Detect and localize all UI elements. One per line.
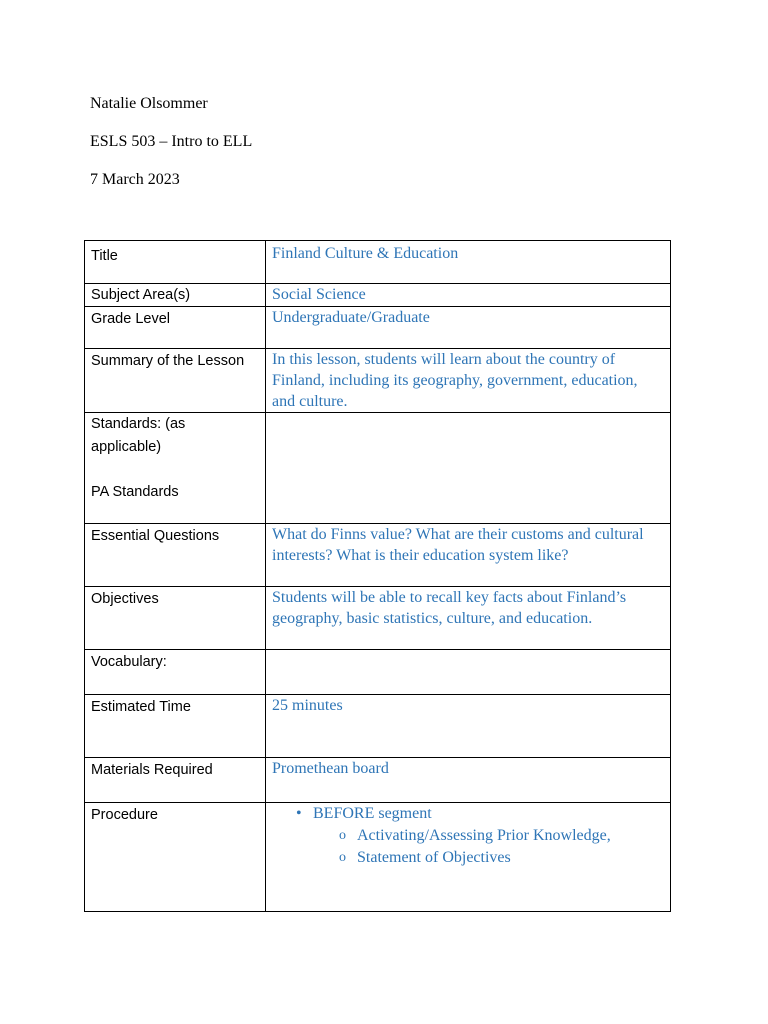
procedure-sub-item: o Activating/Assessing Prior Knowledge,: [266, 825, 670, 847]
row-label-estimated-time: Estimated Time: [85, 695, 266, 758]
table-row: [85, 758, 671, 803]
row-value-procedure: [266, 803, 671, 912]
row-label-standards: [85, 413, 266, 524]
table-row: [85, 524, 671, 587]
course-name: ESLS 503 – Intro to ELL: [90, 133, 253, 150]
table-row: [85, 307, 671, 349]
row-value-standards: [266, 413, 671, 524]
row-label-objectives: Objectives: [85, 587, 266, 650]
procedure-sub-item: o Statement of Objectives: [266, 847, 670, 869]
table-row: [85, 803, 671, 912]
row-label-title: Title: [85, 241, 266, 284]
row-value-grade: Undergraduate/Graduate: [266, 307, 671, 349]
author-name: Natalie Olsommer: [90, 95, 208, 112]
row-label-procedure: Procedure: [85, 803, 266, 912]
row-label-vocabulary: Vocabulary:: [85, 650, 266, 695]
row-label-materials: Materials Required: [85, 758, 266, 803]
table-row: [85, 587, 671, 650]
procedure-item: [266, 803, 670, 825]
row-value-summary: In this lesson, students will learn about the country of Finland, including its geography, government, education, and culture.: [266, 349, 671, 413]
table-row: [85, 284, 671, 307]
table-row: [85, 241, 671, 284]
row-label-essential-questions: Essential Questions: [85, 524, 266, 587]
table-row: [85, 650, 671, 695]
lesson-plan-table: [84, 240, 671, 912]
table-row: [85, 413, 671, 524]
row-label-grade: Grade Level: [85, 307, 266, 349]
row-value-vocabulary: [266, 650, 671, 695]
pa-standards-label: PA Standards: [91, 484, 179, 500]
procedure-item-label: BEFORE segment: [313, 805, 432, 822]
row-label-summary: Summary of the Lesson: [85, 349, 266, 413]
procedure-sub-list: [266, 825, 670, 869]
procedure-list: [266, 803, 670, 825]
table-row: [85, 695, 671, 758]
table-row: [85, 349, 671, 413]
row-label-subject: Subject Area(s): [85, 284, 266, 307]
document-date: 7 March 2023: [90, 171, 180, 188]
spacer: [91, 459, 259, 481]
row-value-materials: Promethean board: [266, 758, 671, 803]
row-value-title: Finland Culture & Education: [266, 241, 671, 284]
row-value-essential-questions: What do Finns value? What are their customs and cultural interests? What is their education system like?: [266, 524, 671, 587]
row-value-estimated-time: 25 minutes: [266, 695, 671, 758]
row-value-subject: Social Science: [266, 284, 671, 307]
standards-label: Standards: (as applicable): [91, 416, 186, 455]
row-value-objectives: Students will be able to recall key facts about Finland’s geography, basic statistics, culture, and education.: [266, 587, 671, 650]
